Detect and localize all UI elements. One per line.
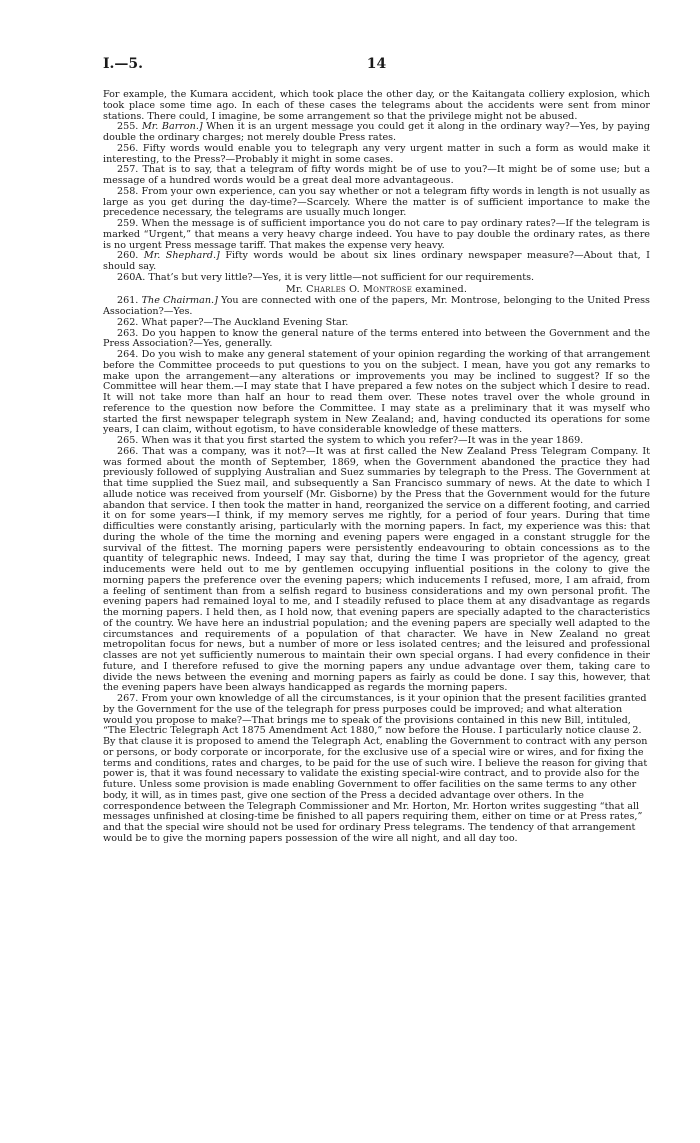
paragraph: 264. Do you wish to make any general statement of your opinion regarding the working of that arrangement before the Committee proceeds to put questions to you on the subject. I mean, have you got any remarks to make upon the arrangement—any alterations or improvements you may be inclined to suggest? If so the Committee will hear them.—I may state that I have prepared a few notes on the subject which I desire to read. It will not take more than half an hour to read them over. These notes travel over the whole ground in reference to the question now before the Committee. I may state as a preliminary that it was myself who started the first newspaper telegraph system in New Zealand; and, having conducted its operations for some years, I can claim, without egotism, to have considerable knowledge of these matters. <box>103 349 650 436</box>
paragraph: 261. The Chairman.] You are connected with one of the papers, Mr. Montrose, belonging to the United Press Association?—Yes. <box>103 295 650 317</box>
document-body <box>103 90 650 845</box>
paragraph: 267. From your own knowledge of all the circumstances, is it your opinion that the present facilities granted by the Government for the use of the telegraph for press purposes could be improved; and what alteration would you propose to make?—That brings me to speak of the provisions contained in this new Bill, intituled, “The Electric Telegraph Act 1875 Amendment Act 1880,” now before the House. I particularly notice clause 2. By that clause it is proposed to amend the Telegraph Act, enabling the Government to contract with any person or persons, or body corporate or incorporate, for the exclusive use of a special wire or wires, and for fixing the terms and conditions, rates and charges, to be paid for the use of such wire. I believe the reason for giving that power is, that it was found necessary to validate the existing special-wire contract, and to provide also for the future. Unless some provision is made enabling Government to offer facilities on the same terms to any other body, it will, as in times past, give one section of the Press a decided advantage over others. In the correspondence between the Telegraph Commissioner and Mr. Horton, Mr. Horton writes suggesting “that all messages unfinished at closing-time be finished to all papers requiring them, either on time or at Press rates,” and that the special wire should not be used for ordinary Press telegrams. The tendency of that arrangement would be to give the morning papers possession of the wire all night, and all day too. <box>103 693 648 844</box>
paragraph: 263. Do you happen to know the general nature of the terms entered into between the Government and the Press Association?—Yes, generally. <box>103 327 650 350</box>
paragraph: 255. Mr. Barron.] When it is an urgent message you could get it along in the ordinary way?—Yes, by paying double the ordinary charges; not merely double Press rates. <box>103 121 650 143</box>
paragraph: 257. That is to say, that a telegram of fifty words might be of use to you?—It might be of some use; but a message of a hundred words would be a great deal more advantageous. <box>103 164 650 186</box>
witness-heading: Mr. Charles O. Montrose examined. <box>285 283 468 295</box>
paragraph: 259. When the message is of sufficient importance you do not care to pay ordinary rates?—If the telegram is marked “Urgent,” that means a very heavy charge indeed. You have to pay double the ordinary rates, as there is no urgent Press message tariff. That makes the expense very heavy. <box>103 218 650 251</box>
paragraph: 266. That was a company, was it not?—It was at first called the New Zealand Press Telegram Company. It was formed about the month of September, 1869, when the Government abandoned the practice they had previously followed of supplying Australian and Suez summaries by telegraph to the Press. The Government at that time supplied the Suez mail, and subsequently a San Francisco summary of news. At the date to which I allude notice was received from yourself (Mr. Gisborne) by the Press that the Government would for the future abandon that service. I then took the matter in hand, reorganized the service on a different footing, and carried it on for some years—I think, if my memory serves me rightly, for a period of four years. During that time difficulties were constantly arising, particularly with the morning papers. In fact, my experience was this: that during the whole of the time the morning and evening papers were engaged in a constant struggle for the survival of the fittest. The morning papers were persistently endeavouring to obtain concessions as to the quantity of telegraphic news. Indeed, I may say that, during the time I was proprietor of the agency, great inducements were held out to me by gentlemen occupying influential positions in the colony to give the morning papers the preference over the evening papers; which inducements I refused, more, I am afraid, from a feeling of sentiment than from a selfish regard to business considerations and my own personal profit. The evening papers had remained loyal to me, and I steadily refused to place them at any disadvantage as regards the morning papers. I held then, as I hold now, that evening papers are specially adapted to the characteristics of the country. We have here an industrial population; and the evening papers are specially well adapted to the circumstances and requirements of a population of that character. We have in New Zealand no great metropolitan focus for news, but a number of more or less isolated centres; and the leisured and professional classes are not yet sufficiently numerous to maintain their own special organs. I had every confidence in their future, and I therefore refused to give the morning papers any undue advantage over them, taking care to divide the news between the evening and morning papers as fairly as could be done. I say this, however, that the evening papers have been always handicapped as regards the morning papers. <box>103 445 650 694</box>
page-number: 14 <box>366 56 387 72</box>
document-reference: I.—5. <box>103 56 144 72</box>
paragraph: 258. From your own experience, can you say whether or not a telegram fifty words in length is not usually as large as you get during the day-time?—Scarcely. Where the matter is of sufficient importance to make the precedence necessary, the telegrams are usually much longer. <box>103 185 650 219</box>
paragraph: 256. Fifty words would enable you to telegraph any very urgent matter in such a form as would make it interesting, to the Press?—Probably it might in some cases. <box>103 142 650 165</box>
paragraph: 260. Mr. Shephard.] Fifty words would be about six lines ordinary newspaper measure?—About that, I should say. <box>103 250 650 272</box>
paragraph: 262. What paper?—The Auckland Evening Star. <box>117 316 349 328</box>
witness-name: Charles O. Montrose <box>306 283 413 295</box>
paragraph: 260A. That’s but very little?—Yes, it is very little—not sufficient for our requirements. <box>117 271 535 283</box>
paragraph: For example, the Kumara accident, which took place the other day, or the Kaitangata colliery explosion, which took place some time ago. In each of these cases the telegrams about the accidents were sent from minor stations. There could, I imagine, be some arrangement so that the privilege might not be abused. <box>103 89 650 122</box>
page-header <box>103 56 650 76</box>
paragraph: 265. When was it that you first started the system to which you refer?—It was in the year 1869. <box>117 435 584 446</box>
